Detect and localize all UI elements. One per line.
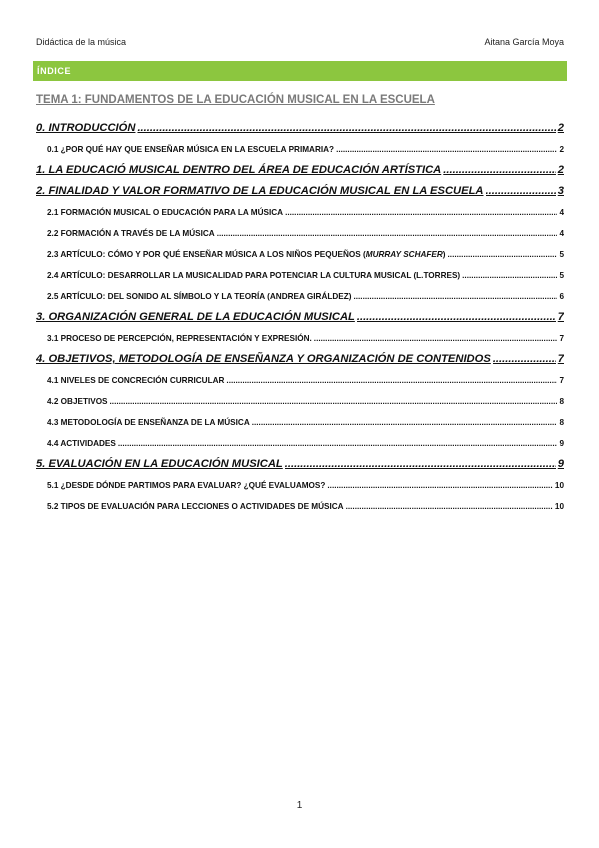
toc-leader-dots (336, 139, 557, 160)
toc-leader-dots (226, 370, 557, 391)
toc-entry[interactable] (36, 286, 564, 307)
toc-entry-title (47, 223, 215, 244)
toc-page-number: 8 (559, 397, 564, 406)
toc-entry[interactable] (36, 181, 564, 202)
toc-leader-dots (252, 412, 558, 433)
toc-entry-title-text: 1. LA EDUCACIÓ MUSICAL DENTRO DEL ÁREA DE EDUCACIÓN ARTÍSTICA (36, 164, 442, 176)
header-subject: Didáctica de la música (36, 37, 127, 47)
toc-entry[interactable] (36, 223, 564, 244)
toc-entry-title-text: 2.4 ARTÍCULO: DESARROLLAR LA MUSICALIDAD PARA POTENCIAR LA CULTURA MUSICAL (L.TORRES) (47, 271, 461, 280)
toc-entry[interactable] (36, 307, 564, 328)
toc-entry[interactable] (36, 244, 564, 265)
toc-leader-dots (493, 349, 556, 370)
tema-title: TEMA 1: FUNDAMENTOS DE LA EDUCACIÓN MUSICAL EN LA ESCUELA (36, 94, 435, 106)
toc-entry-title (36, 307, 355, 328)
toc-entry-title-text: 5.1 ¿DESDE DÓNDE PARTIMOS PARA EVALUAR? ¿QUÉ EVALUAMOS? (47, 481, 326, 490)
header-author: Aitana García Moya (484, 37, 564, 47)
toc-entry-title-text: 0. INTRODUCCIÓN (36, 122, 136, 134)
toc-entry-title-text: 2.1 FORMACIÓN MUSICAL O EDUCACIÓN PARA LA MÚSICA (47, 208, 284, 217)
table-of-contents (36, 118, 564, 517)
toc-leader-dots (462, 265, 557, 286)
toc-page-number: 6 (559, 292, 564, 301)
toc-page-number: 4 (559, 208, 564, 217)
toc-entry-title (47, 328, 312, 349)
toc-entry-title (36, 349, 491, 370)
toc-entry[interactable] (36, 412, 564, 433)
toc-entry[interactable] (36, 118, 564, 139)
toc-page-number: 8 (559, 418, 564, 427)
toc-entry[interactable] (36, 496, 564, 517)
toc-leader-dots (327, 475, 553, 496)
toc-entry-title-text: 4.1 NIVELES DE CONCRECIÓN CURRICULAR (47, 376, 225, 385)
toc-entry-title (47, 391, 108, 412)
toc-entry[interactable] (36, 160, 564, 181)
toc-entry[interactable] (36, 328, 564, 349)
toc-entry-title (36, 181, 484, 202)
toc-entry-title-text: 4. OBJETIVOS, METODOLOGÍA DE ENSEÑANZA Y ORGANIZACIÓN DE CONTENIDOS (36, 353, 491, 365)
toc-leader-dots (118, 433, 558, 454)
toc-page-number: 2 (557, 122, 564, 134)
toc-entry-title-text: 5. EVALUACIÓN EN LA EDUCACIÓN MUSICAL (36, 458, 283, 470)
toc-entry[interactable] (36, 265, 564, 286)
toc-entry-title-text: 4.3 METODOLOGÍA DE ENSEÑANZA DE LA MÚSICA (47, 418, 250, 427)
toc-entry-title-italic: MURRAY SCHAFER (365, 250, 443, 259)
toc-entry-title (47, 265, 460, 286)
toc-entry-title (47, 202, 283, 223)
toc-leader-dots (448, 244, 558, 265)
toc-entry-title-text: 3.1 PROCESO DE PERCEPCIÓN, REPRESENTACIÓN Y EXPRESIÓN. (47, 334, 312, 343)
toc-entry[interactable] (36, 475, 564, 496)
toc-entry-title (47, 370, 224, 391)
toc-leader-dots (357, 307, 556, 328)
toc-page-number: 7 (559, 376, 564, 385)
toc-entry-title (36, 454, 283, 475)
toc-page-number: 10 (554, 502, 564, 511)
toc-entry-title-text: 3. ORGANIZACIÓN GENERAL DE LA EDUCACIÓN MUSICAL (36, 311, 355, 323)
toc-entry-title (47, 286, 351, 307)
toc-page-number: 2 (557, 164, 564, 176)
toc-entry-title (47, 244, 446, 265)
toc-entry[interactable] (36, 349, 564, 370)
toc-entry[interactable] (36, 370, 564, 391)
toc-page-number: 2 (559, 145, 564, 154)
toc-leader-dots (137, 118, 555, 139)
toc-page-number: 5 (559, 250, 564, 259)
toc-entry-title-text: 5.2 TIPOS DE EVALUACIÓN PARA LECCIONES O ACTIVIDADES DE MÚSICA (47, 502, 344, 511)
toc-entry-title (47, 139, 334, 160)
toc-entry-title-text: 4.2 OBJETIVOS (47, 397, 108, 406)
index-banner (33, 61, 567, 81)
toc-entry[interactable] (36, 139, 564, 160)
toc-page-number: 9 (559, 439, 564, 448)
toc-page-number: 5 (559, 271, 564, 280)
toc-entry[interactable] (36, 433, 564, 454)
toc-entry-title-text: 2. FINALIDAD Y VALOR FORMATIVO DE LA EDUCACIÓN MUSICAL EN LA ESCUELA (36, 185, 484, 197)
toc-leader-dots (110, 391, 558, 412)
toc-entry-title-text: 2.3 ARTÍCULO: CÓMO Y POR QUÉ ENSEÑAR MÚSICA A LOS NIÑOS PEQUEÑOS ( (47, 250, 366, 259)
toc-entry-title (47, 433, 116, 454)
page-number: 1 (296, 800, 303, 811)
toc-entry[interactable] (36, 391, 564, 412)
toc-entry-title (36, 118, 135, 139)
index-title: ÍNDICE (37, 66, 72, 76)
toc-page-number: 7 (557, 311, 564, 323)
toc-entry-title (47, 496, 344, 517)
toc-leader-dots (346, 496, 553, 517)
toc-entry-title-text: 2.2 FORMACIÓN A TRAVÉS DE LA MÚSICA (47, 229, 215, 238)
toc-page-number: 7 (557, 353, 564, 365)
toc-leader-dots (486, 181, 556, 202)
toc-entry-title-text: 2.5 ARTÍCULO: DEL SONIDO AL SÍMBOLO Y LA TEORÍA (ANDREA GIRÁLDEZ) (47, 292, 352, 301)
toc-entry-title-text: 0.1 ¿POR QUÉ HAY QUE ENSEÑAR MÚSICA EN LA ESCUELA PRIMARIA? (47, 145, 335, 154)
toc-leader-dots (314, 328, 558, 349)
toc-leader-dots (443, 160, 556, 181)
toc-entry-title-text: 4.4 ACTIVIDADES (47, 439, 116, 448)
page-header (36, 37, 564, 47)
toc-page-number: 3 (557, 185, 564, 197)
toc-leader-dots (285, 202, 557, 223)
toc-page-number: 7 (559, 334, 564, 343)
toc-entry[interactable] (36, 454, 564, 475)
toc-entry-title (47, 412, 250, 433)
toc-page-number: 10 (554, 481, 564, 490)
toc-leader-dots (285, 454, 556, 475)
toc-entry[interactable] (36, 202, 564, 223)
toc-page-number: 9 (557, 458, 564, 470)
toc-page-number: 4 (559, 229, 564, 238)
toc-leader-dots (353, 286, 557, 307)
toc-entry-title (36, 160, 441, 181)
toc-leader-dots (217, 223, 558, 244)
toc-entry-title-suffix: ) (442, 250, 446, 259)
toc-entry-title (47, 475, 325, 496)
